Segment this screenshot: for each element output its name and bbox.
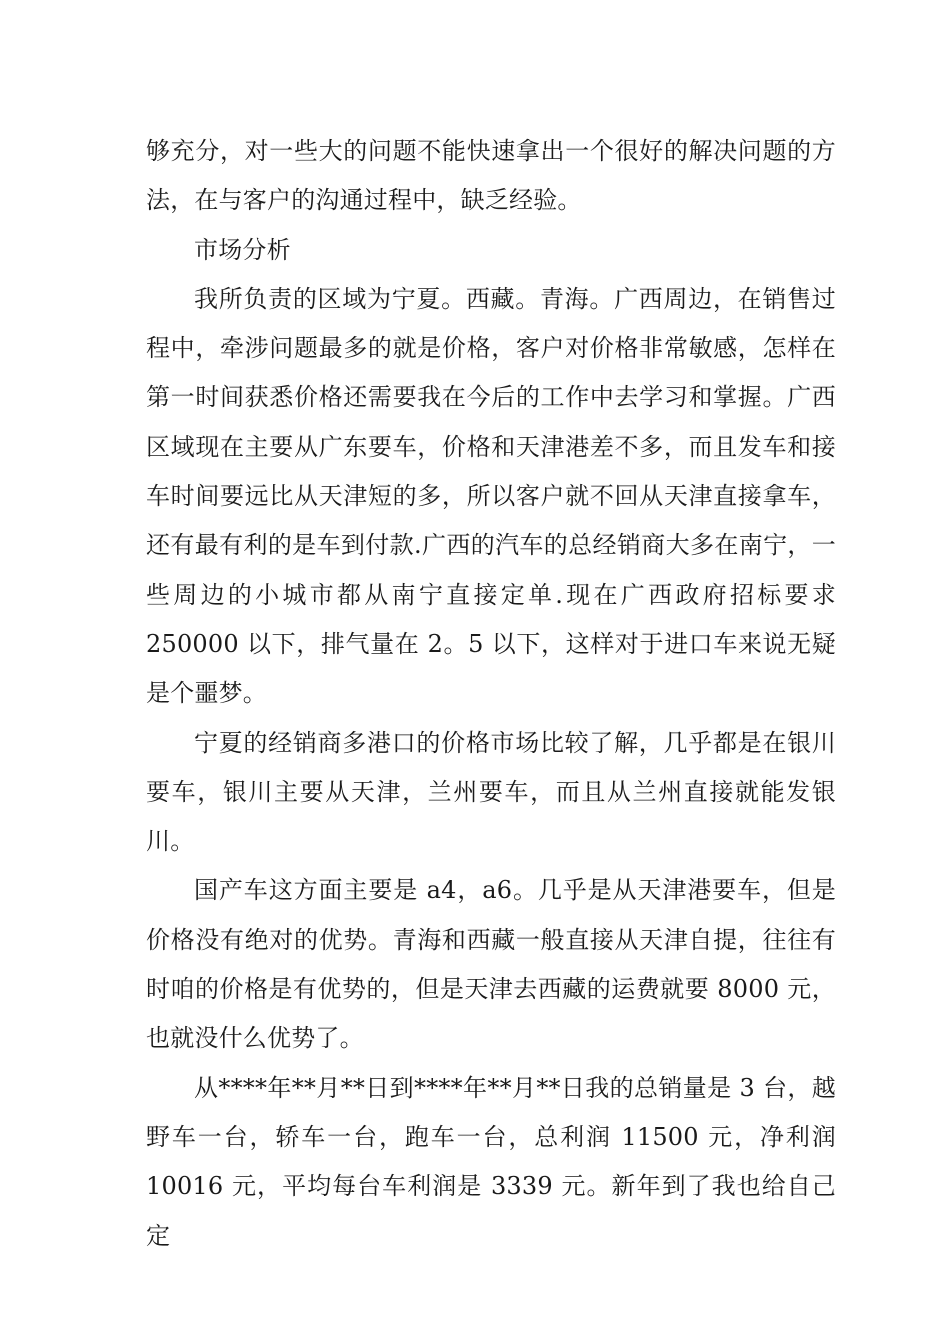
- paragraph-ningxia: 宁夏的经销商多港口的价格市场比较了解，几乎都是在银川要车，银川主要从天津，兰州要车，而且从兰州直接就能发银川。: [146, 728, 836, 856]
- paragraph-sales-summary: 从****年**月**日到****年**月**日我的总销量是 3 台，越野车一台，轿车一台，跑车一台，总利润 11500 元，净利润 10016 元，平均每台车利润是 3339 元。新年到了我也给自己定: [146, 1073, 836, 1250]
- paragraph-continuation: 够充分，对一些大的问题不能快速拿出一个很好的解决问题的方法，在与客户的沟通过程中，缺乏经验。: [146, 137, 836, 215]
- paragraph-region-overview: 我所负责的区域为宁夏。西藏。青海。广西周边，在销售过程中，牵涉问题最多的就是价格，客户对价格非常敏感，怎样在第一时间获悉价格还需要我在今后的工作中去学习和掌握。广西区域现在主要从广东要车，价格和天津港差不多，而且发车和接车时间要远比从天津短的多，所以客户就不回从天津直接拿车，还有最有利的是车到付款.广西的汽车的总经销商大多在南宁，一些周边的小城市都从南宁直接定单.现在广西政府招标要求 250000 以下，排气量在 2。5 以下，这样对于进口车来说无疑是个噩梦。: [146, 284, 836, 708]
- section-heading-market-analysis: 市场分析: [194, 235, 291, 264]
- document-body: [146, 127, 836, 1261]
- paragraph-domestic-cars: 国产车这方面主要是 a4，a6。几乎是从天津港要车，但是价格没有绝对的优势。青海和西藏一般直接从天津自提，往往有时咱的价格是有优势的，但是天津去西藏的运费就要 8000 元，也就没什么优势了。: [146, 876, 836, 1053]
